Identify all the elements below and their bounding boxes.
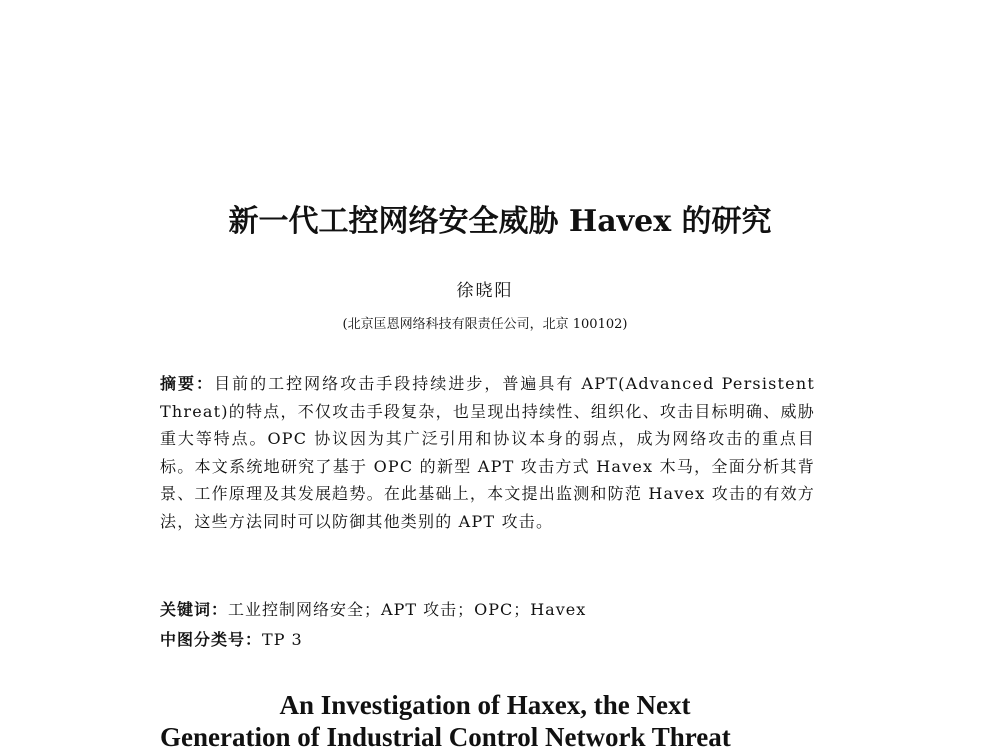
classification-number xyxy=(160,627,815,650)
abstract-label: 摘要： xyxy=(160,374,215,393)
author-affiliation: (北京匡恩网络科技有限责任公司，北京 100102) xyxy=(342,317,628,332)
english-title-line2-cropped: Generation of Industrial Control Network Threat xyxy=(160,722,731,752)
classification-text: TP 3 xyxy=(262,630,303,649)
keywords xyxy=(160,597,815,620)
keywords-text: 工业控制网络安全；APT 攻击；OPC；Havex xyxy=(228,600,587,619)
paper-title: 新一代工控网络安全威胁 Havex 的研究 xyxy=(228,204,772,239)
english-title-line1: An Investigation of Haxex, the Next xyxy=(279,690,691,720)
author-name: 徐晓阳 xyxy=(456,281,514,301)
classification-label: 中图分类号： xyxy=(160,630,263,649)
abstract xyxy=(160,370,815,535)
keywords-label: 关键词： xyxy=(160,600,229,619)
abstract-text: 目前的工控网络攻击手段持续进步，普遍具有 APT(Advanced Persistent Threat)的特点，不仅攻击手段复杂，也呈现出持续性、组织化、攻击目标明确、威胁重大等特点。OPC 协议因为其广泛引用和协议本身的弱点，成为网络攻击的重点目标。本文系统地研究了基于 OPC 的新型 APT 攻击方式 Havex 木马，全面分析其背景、工作原理及其发展趋势。在此基础上，本文提出监测和防范 Havex 攻击的有效方法，这些方法同时可以防御其他类别的 APT 攻击。 xyxy=(160,374,815,531)
